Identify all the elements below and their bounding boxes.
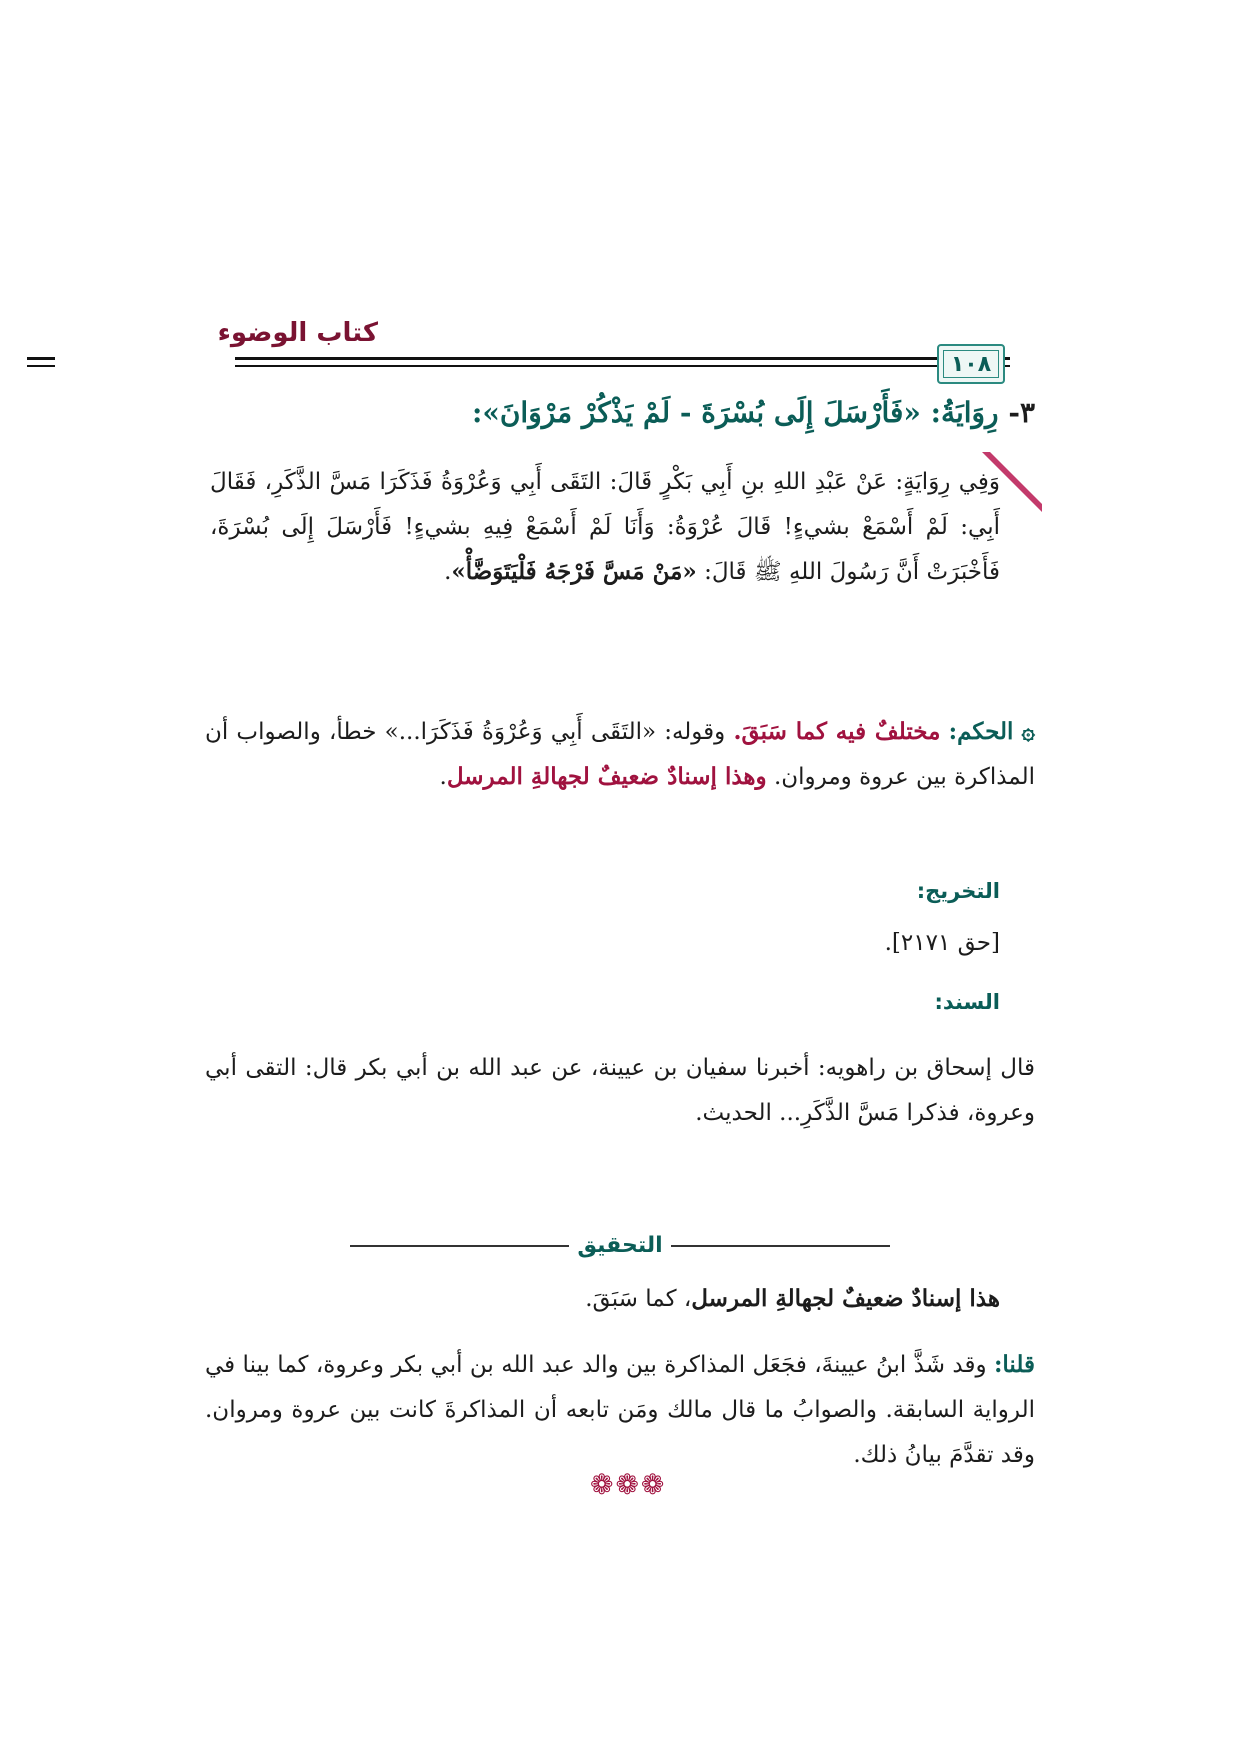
takhrij-label: التخريج: (916, 879, 1000, 903)
takhrij-reference: [حق ٢١٧١]. (884, 930, 1000, 956)
hukm-icon: ۞ (1021, 718, 1035, 745)
hukm-end: . (439, 763, 447, 790)
section-heading (472, 396, 1035, 429)
hadith-body: وَفِي رِوَايَةٍ: عَنْ عَبْدِ اللهِ بنِ أَبِي بَكْرٍ قَالَ: التَقَى أَبِي وَعُرْوَةُ فَذَكَرَا مَسَّ الذَّكَرِ، فَقَالَ أَبِي: لَمْ أَسْمَعْ بشيءٍ! قَالَ عُرْوَةُ: وَأَنَا لَمْ أَسْمَعْ فِيهِ بشيءٍ! فَأَرْسَلَ إِلَى بُسْرَةَ، فَأَخْبَرَتْ أَنَّ رَسُولَ اللهِ ﷺ قَالَ: (210, 469, 1000, 585)
divider-line (350, 1245, 569, 1247)
book-title: كتاب الوضوء (217, 318, 378, 348)
hadith-end: . (444, 558, 452, 585)
section-title: رِوَايَةُ: «فَأَرْسَلَ إِلَى بُسْرَةَ - لَمْ يَذْكُرْ مَرْوَانَ»: (472, 396, 999, 429)
tahqiq-bold: هذا إسنادٌ ضعيفٌ لجهالةِ المرسل (691, 1285, 1000, 1312)
qulna-text: وقد شَذَّ ابنُ عيينةَ، فجَعَل المذاكرة بين والد عبد الله بن أبي بكر وعروة، كما بينا في الرواية السابقة. والصوابُ ما قال مالك ومَن تابعه أن المذاكرةَ كانت بين عروة ومروان. وقد تقدَّمَ بيانُ ذلك. (205, 1352, 1035, 1468)
tahqiq-divider (350, 1233, 890, 1258)
tahqiq-paragraph (170, 1277, 1000, 1322)
divider-line (671, 1245, 890, 1247)
header-rule-left (27, 357, 55, 360)
tahqiq-text: ، كما سَبَقَ. (585, 1286, 692, 1312)
qulna-paragraph (205, 1343, 1035, 1478)
hadith-quote: «مَنْ مَسَّ فَرْجَهُ فَلْيَتَوَضَّأْ» (451, 557, 697, 585)
end-ornament-icon: ❁❁❁ (590, 1468, 667, 1501)
sanad-text: قال إسحاق بن راهويه: أخبرنا سفيان بن عيينة، عن عبد الله بن أبي بكر قال: التقى أبي وعروة، فذكرا مَسَّ الذَّكَرِ... الحديث. (205, 1055, 1035, 1126)
hukm-label: الحكم: (948, 718, 1014, 745)
hukm-paragraph (205, 710, 1035, 800)
header-rule-thin (235, 365, 1010, 367)
hadith-text (210, 460, 1000, 595)
tahqiq-heading: التحقيق (577, 1233, 663, 1258)
hukm-text: وقوله: «التَقَى أَبِي وَعُرْوَةُ فَذَكَرَا...» خطأ، والصواب أن المذاكرة بين عروة ومروان. (205, 719, 1035, 790)
hukm-verdict: مختلفٌ فيه كما سَبَقَ. (733, 718, 941, 745)
qulna-label: قلنا: (993, 1351, 1035, 1378)
hukm-emphasis: وهذا إسنادٌ ضعيفٌ لجهالةِ المرسل (446, 762, 767, 790)
page-number-box (937, 344, 1005, 384)
header-rule-left-thin (27, 365, 55, 367)
sanad-label: السند: (934, 990, 1000, 1014)
section-number: ٣- (1008, 396, 1035, 429)
header-rule (235, 357, 1010, 360)
page-number: ١٠٨ (943, 350, 999, 378)
